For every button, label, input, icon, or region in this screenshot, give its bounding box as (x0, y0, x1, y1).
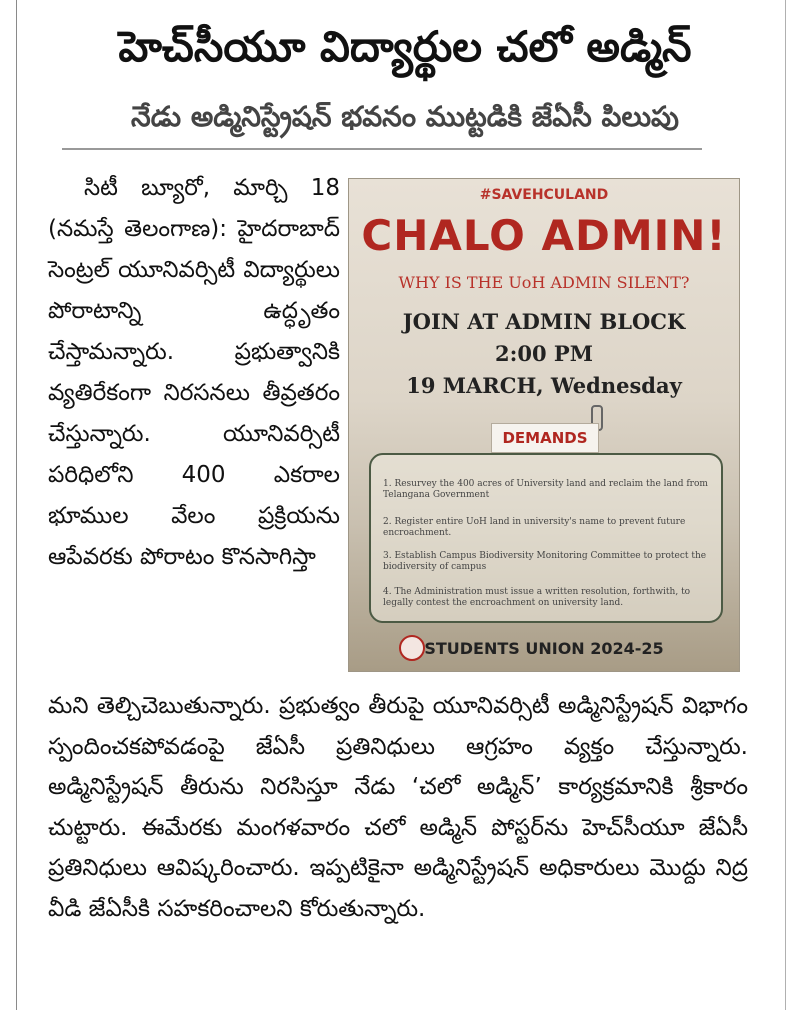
article-headline: హెచ్‌సీయూ విద్యార్థుల చలో అడ్మిన్ (118, 22, 692, 71)
article-subheadline: నేడు అడ్మినిస్ట్రేషన్ భవనం ముట్టడికి జేఏసీ పిలుపు (131, 100, 679, 133)
poster-venue: JOIN AT ADMIN BLOCK (402, 309, 686, 334)
poster-demand-item: 2. Register entire UoH land in university's name to prevent future encroachment. (383, 517, 686, 538)
right-column-rule (785, 0, 786, 1010)
left-column-rule (16, 0, 17, 1010)
poster-date: 19 MARCH, Wednesday (406, 373, 682, 398)
subheadline-divider (62, 148, 702, 150)
poster-demands-label: DEMANDS (491, 423, 599, 453)
article-dateline: సిటీ బ్యూరో, మార్చి 18 (నమస్తే తెలంగాణ): (48, 175, 340, 242)
article-body-narrow-text: హైదరాబాద్ సెంట్రల్ యూనివర్సిటీ విద్యార్థులు పోరాటాన్ని ఉద్ధృతం చేస్తామన్నారు. ప్రభుత్వానికి వ్యతిరేకంగా నిరసనలు తీవ్రతరం చేస్తున్నారు. యూనివర్సిటీ పరిధిలోని 400 ఎకరాల భూముల వేలం ప్రక్రియను ఆపేవరకు పోరాటం కొనసాగిస్తా (48, 216, 340, 570)
poster-question: WHY IS THE UoH ADMIN SILENT? (398, 273, 690, 292)
article-body-wide-text: మని తెల్చిచెబుతున్నారు. ప్రభుత్వం తీరుపై యూనివర్సిటీ అడ్మినిస్ట్రేషన్ విభాగం స్పందించకపోవడంపై జేఏసీ ప్రతినిధులు ఆగ్రహం వ్యక్తం చేస్తున్నారు. అడ్మినిస్ట్రేషన్ తీరును నిరసిస్తూ నేడు ‘చలో అడ్మిన్’ కార్యక్రమానికి శ్రీకారం చుట్టారు. ఈమేరకు మంగళవారం చలో అడ్మిన్ పోస్టర్‌ను హెచ్‌సీయూ జేఏసీ ప్రతినిధులు ఆవిష్కరించారు. ఇప్పటికైనా అడ్మినిస్ట్రేషన్ అధికారులు మొద్దు నిద్ర వీడి జేఏసీకి సహకరించాలని కోరుతున్నారు. (48, 693, 748, 922)
poster-title: CHALO ADMIN! (361, 211, 727, 260)
poster-footer: STUDENTS UNION 2024-25 (424, 639, 664, 658)
poster-demands-box (369, 453, 723, 623)
poster-time: 2:00 PM (495, 341, 593, 366)
poster-demand-item: 3. Establish Campus Biodiversity Monitoring Committee to protect the biodiversity of campus (383, 551, 707, 572)
article-body-wide (48, 686, 748, 929)
chalo-admin-poster (348, 178, 740, 672)
poster-demand-item: 4. The Administration must issue a written resolution, forthwith, to legally contest the encroachment on university land. (383, 587, 691, 608)
poster-hashtag: #SAVEHCULAND (479, 187, 609, 203)
article-body-narrow (48, 168, 340, 578)
poster-demand-item: 1. Resurvey the 400 acres of University land and reclaim the land from Telangana Government (383, 479, 708, 500)
